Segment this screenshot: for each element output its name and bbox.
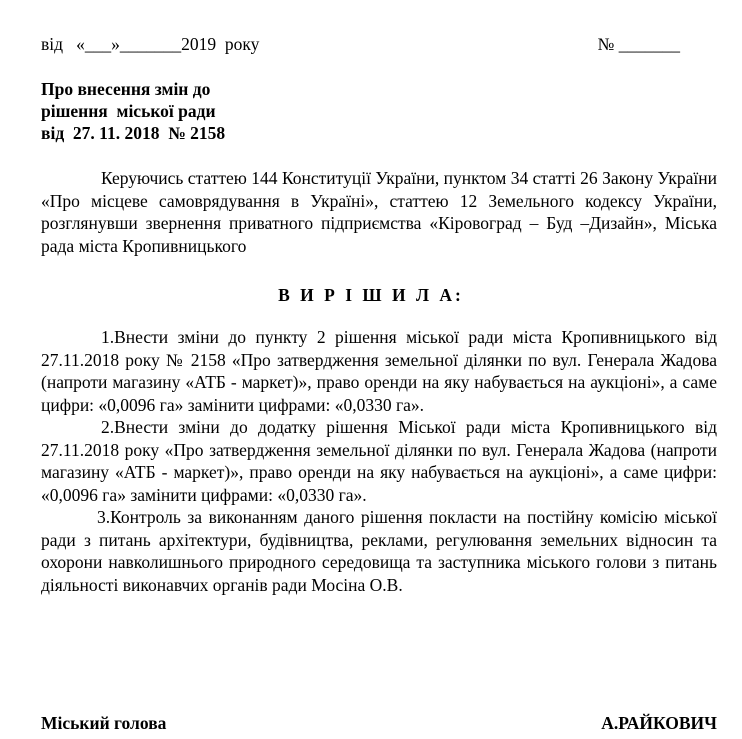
document-title [41, 78, 225, 144]
decision-item-3: 3.Контроль за виконанням даного рішення покласти на постійну комісію міської ради з питань архітектури, будівництва, реклами, регулювання земельних відносин та охорони навколишнього природного середовища та заступника міського голови з питань діяльності виконавчих органів ради Мосіна О.В. [41, 507, 717, 595]
decision-items [41, 326, 717, 596]
title-line-2: рішення міської ради [41, 101, 216, 121]
title-line-1: Про внесення змін до [41, 79, 211, 99]
preamble-paragraph: Керуючись статтею 144 Конституції України, пунктом 34 статті 26 Закону України «Про місцеве самоврядування в Україні», статтею 12 Земельного кодексу України, розглянувши звернення приватного підприємства «Кіровоград – Буд –Дизайн», Міська рада міста Кропивницького [41, 168, 717, 256]
decided-heading: В И Р І Ш И Л А: [278, 285, 464, 305]
decision-item-2: 2.Внести зміни до додатку рішення Міської ради міста Кропивницького від 27.11.2018 року «Про затвердження земельної ділянки по вул. Генерала Жадова (напроти магазину «АТБ - маркет)», право оренди на яку набувається на аукціоні», а саме цифри: «0,0096 га» замінити цифрами: «0,0330 га». [41, 417, 717, 505]
document-number-line: № _______ [597, 34, 680, 54]
decision-item-1: 1.Внести зміни до пункту 2 рішення міської ради міста Кропивницького від 27.11.2018 року № 2158 «Про затвердження земельної ділянки по вул. Генерала Жадова (напроти магазину «АТБ - маркет)», право оренди на яку набувається на аукціоні», а саме цифри: «0,0096 га» замінити цифрами: «0,0330 га». [41, 327, 717, 415]
title-line-3: від 27. 11. 2018 № 2158 [41, 123, 226, 143]
date-line: від «___»_______2019 року [41, 34, 260, 54]
signatory-name: А.РАЙКОВИЧ [601, 713, 717, 733]
signatory-position: Міський голова [41, 713, 167, 733]
